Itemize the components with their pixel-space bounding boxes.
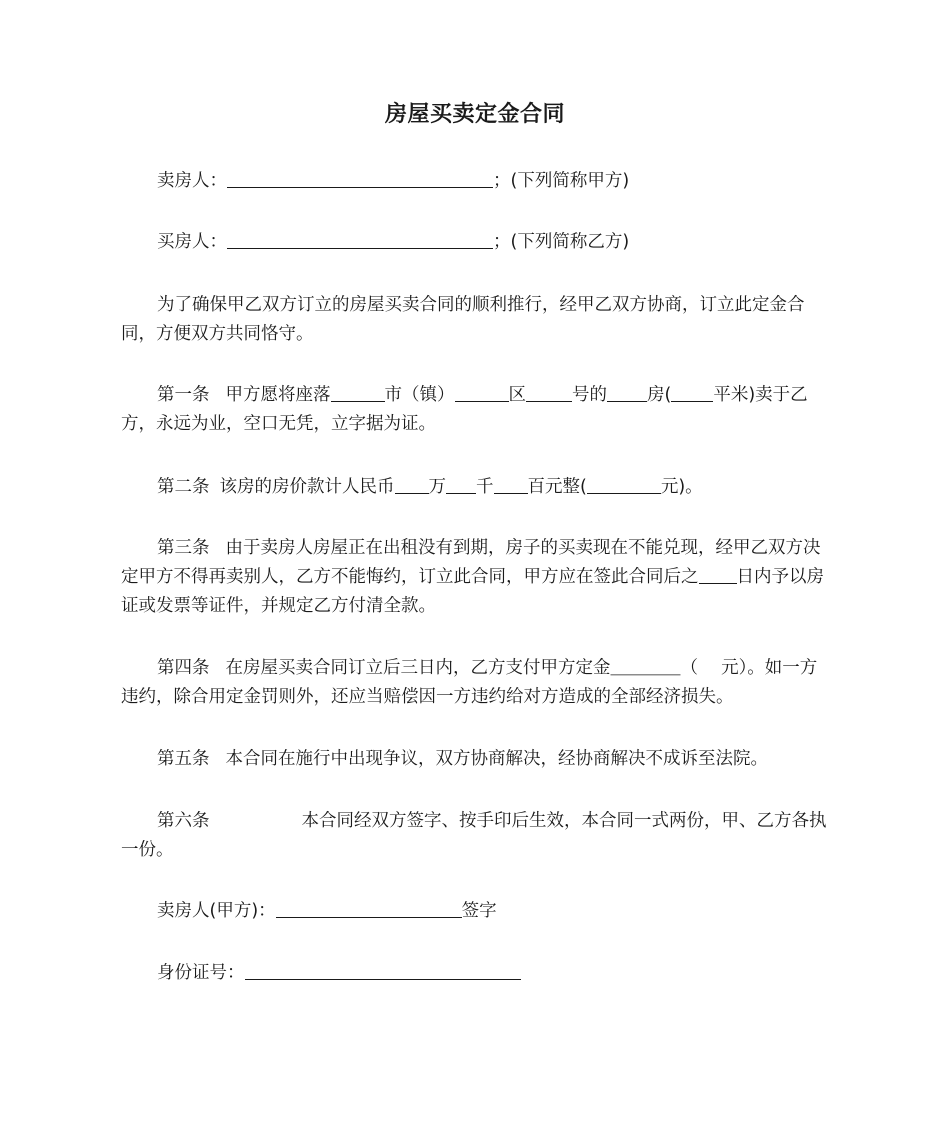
buyer-line bbox=[121, 228, 831, 257]
signature-blank bbox=[276, 899, 462, 918]
buyer-suffix: ；(下列简称乙方) bbox=[493, 232, 630, 252]
article-5-head: 第五条 bbox=[157, 749, 210, 769]
article-1: 第一条 甲方愿将座落 市（镇） 区 号的 房( 平米)卖于乙方，永远为业，空口无凭，立字据为证。 bbox=[121, 385, 808, 434]
article-6: 第六条 本合同经双方签字、按手印后生效，本合同一式两份，甲、乙方各执一份。 bbox=[121, 811, 827, 860]
seller-line bbox=[121, 167, 831, 196]
article-3-head: 第三条 bbox=[157, 538, 210, 558]
qian-blank bbox=[446, 475, 476, 494]
days-blank bbox=[699, 565, 737, 584]
wan-blank bbox=[395, 475, 429, 494]
bai-blank bbox=[494, 475, 528, 494]
article-1-head: 第一条 bbox=[157, 385, 210, 405]
room-blank bbox=[607, 383, 647, 402]
seller-label: 卖房人： bbox=[157, 171, 227, 191]
id-number-blank bbox=[245, 961, 521, 980]
buyer-name-blank bbox=[227, 230, 493, 249]
page-title: 房屋买卖定金合同 bbox=[384, 102, 565, 127]
number-blank bbox=[526, 383, 572, 402]
yuan-blank bbox=[587, 475, 661, 494]
area-blank bbox=[671, 383, 713, 402]
id-number-label: 身份证号： bbox=[157, 963, 245, 983]
deposit-blank: ＿＿＿＿ bbox=[610, 658, 681, 678]
district-blank bbox=[455, 383, 509, 402]
intro-paragraph: 为了确保甲乙双方订立的房屋买卖合同的顺利推行，经甲乙双方协商，订立此定金合同，方便双方共同恪守。 bbox=[121, 295, 805, 344]
buyer-label: 买房人： bbox=[157, 232, 227, 252]
article-4-head: 第四条 bbox=[157, 658, 210, 678]
article-2: 第二条 该房的房价款计人民币 万 千 百元整( 元)。 bbox=[157, 477, 703, 497]
id-number-line bbox=[121, 959, 831, 988]
seller-name-blank bbox=[227, 169, 493, 188]
article-5: 第五条 本合同在施行中出现争议，双方协商解决，经协商解决不成诉至法院。 bbox=[157, 749, 768, 769]
seller-suffix: ；(下列简称甲方) bbox=[493, 171, 630, 191]
signature-label: 卖房人(甲方)： bbox=[157, 901, 276, 921]
article-2-head: 第二条 bbox=[157, 477, 210, 497]
seller-signature-line bbox=[121, 897, 831, 926]
article-3: 第三条 由于卖房人房屋正在出租没有到期，房子的买卖现在不能兑现，经甲乙双方决定甲方不得再卖别人，乙方不能悔约，订立此合同，甲方应在签此合同后之 日内予以房证或发票等证件，并规定乙方付清全款。 bbox=[121, 538, 824, 616]
city-blank bbox=[331, 383, 385, 402]
article-4: 第四条 在房屋买卖合同订立后三日内，乙方支付甲方定金＿＿＿＿（ 元）。如一方违约，除合用定金罚则外，还应当赔偿因一方违约给对方造成的全部经济损失。 bbox=[121, 658, 818, 707]
article-6-head: 第六条 bbox=[157, 811, 210, 831]
signature-suffix: 签字 bbox=[461, 901, 497, 921]
